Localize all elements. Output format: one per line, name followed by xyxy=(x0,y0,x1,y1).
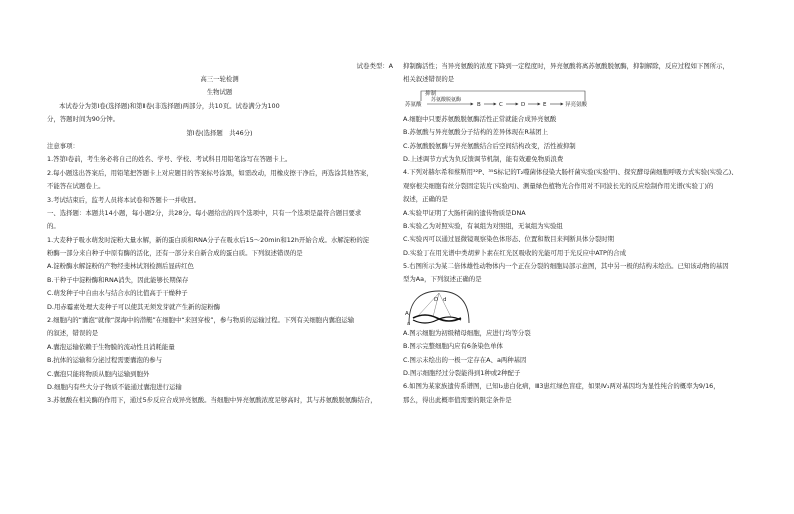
q5-option-d: D.图示细胞经过分裂能得到1种或2种配子 xyxy=(403,369,521,378)
exam-level-title: 高三一轮检测 xyxy=(200,75,239,83)
q1-stem: 1.大麦种子吸水萌发时淀粉大量水解，新的蛋白质和RNA分子在吸水后15～20min和12h开始合成。水解淀粉的淀 xyxy=(47,235,370,244)
q3-option-a: A.细胞中只要苏氨酸脱氨酶活性正常就能合成异亮氨酸 xyxy=(403,114,557,123)
enzyme-label: 苏氨酸脱氨酶 xyxy=(431,96,462,103)
intro-line: 分，答题时间为90分钟。 xyxy=(47,115,120,124)
intro-line: 本试卷分为第Ⅰ卷(选择题)和第Ⅱ卷(非选择题)两部分，共10页。试卷满分为100 xyxy=(59,101,280,110)
q3-option-b: B.苏氨酸与异亮氨酸分子结构的差异体现在R基团上 xyxy=(403,128,549,137)
exam-type-label: 试卷类型：A xyxy=(356,62,393,70)
q3-option-d: D.上述调节方式为负反馈调节机制，能有效避免物质浪费 xyxy=(403,154,564,163)
q6-stem: 6.如图为某家族遗传系谱图，已知Ⅰ₂患白化病，Ⅲ3患红绿色盲症，如果Ⅳ₁两对基因均为显性纯合的概率为9/16， xyxy=(403,382,720,391)
note-line: 不能答在试题卷上。 xyxy=(47,182,105,191)
q5-option-a: A.图示细胞为初级精母细胞，应进行均等分裂 xyxy=(403,328,531,337)
q2-stem: 的叙述，错误的是 xyxy=(47,329,99,338)
cell-division-svg xyxy=(403,287,483,327)
gene-label-d: D xyxy=(434,296,439,303)
q1-option-d: D.用赤霉素处理大麦种子可以使其无须发芽就产生新的淀粉酶 xyxy=(47,302,221,311)
q4-option-b: B.实验乙为对照实验，有氧组为对照组，无氧组为实验组 xyxy=(403,221,563,230)
q4-option-d: D.实验丁在用光谱中类胡萝卜素在红光区吸收的光能可用于光反应中ATP的合成 xyxy=(403,248,627,257)
q5-option-b: B.图示完整细胞内应有6条染色单体 xyxy=(403,342,503,351)
section1-heading: 一、选择题：本题共14小题，每小题2分，共28分。每小题给出的四个选项中，只有一个选项是最符合题目要求 xyxy=(47,208,362,217)
q1-stem: 粉酶一部分来自种子中原有酶的活化，还有一部分来自新合成的蛋白质。下列叙述错误的是 xyxy=(47,249,303,258)
q5-cell-diagram xyxy=(403,287,753,327)
q1-option-b: B.干种子中淀粉酶和RNA消失，因此能够长期保存 xyxy=(47,275,189,284)
pathway-svg xyxy=(403,87,603,113)
substrate-label: 苏氨酸 xyxy=(405,101,422,108)
right-column xyxy=(356,60,753,407)
q2-option-d: D.细胞内有些大分子物质不能通过囊泡进行运输 xyxy=(47,382,182,391)
q4-option-a: A.实验甲证明了大肠杆菌的遗传物质是DNA xyxy=(403,208,526,217)
q6-stem: 那么，得出此概率值需要的限定条件是 xyxy=(403,395,512,404)
gene-label-d-small: d xyxy=(443,296,447,303)
q1-option-c: C.萌发种子中自由水与结合水的比值高于干燥种子 xyxy=(47,289,188,298)
part1-title: 第Ⅰ卷(选择题 共46分) xyxy=(186,128,253,137)
q2-option-c: C.囊泡只能将物质从胞内运输到胞外 xyxy=(47,369,150,378)
node-d: D xyxy=(521,101,526,108)
inhibit-label: 抑制 xyxy=(425,90,437,97)
q2-option-a: A.囊泡运输依赖于生物膜的流动性且消耗能量 xyxy=(47,342,175,351)
note-line: 1.答第Ⅰ卷前，考生务必将自己的姓名、学号、学校、考试科目用铅笔涂写在答题卡上。 xyxy=(47,155,292,164)
note-line: 3.考试结束后，监考人员将本试卷和答题卡一并收回。 xyxy=(47,195,201,204)
q4-stem: 4.下列对赫尔希和蔡斯用³²P、³⁵S标记的T₂噬菌体侵染大肠杆菌实验(实验甲)、探究酵母菌细胞呼吸方式实验(实验乙)、 xyxy=(403,168,738,177)
q4-option-c: C.实验丙可以通过显微镜观察染色体形态、位置和数目来判断具体分裂时期 xyxy=(403,235,614,244)
gene-label-a-small: a xyxy=(407,320,411,327)
node-e: E xyxy=(543,101,547,108)
q5-option-c: C.图示未绘出的一极一定存在A、a两种基因 xyxy=(403,355,527,364)
node-c: C xyxy=(499,101,503,108)
q3-stem: 相关叙述错误的是 xyxy=(403,75,455,84)
q3-pathway-diagram xyxy=(403,87,753,113)
node-b: B xyxy=(477,101,481,108)
q2-stem: 2.细胞内的“囊泡”就像“深海中的潜艇”在细胞中“来回穿梭”，参与物质的运输过程。下列有关细胞内囊泡运输 xyxy=(47,316,355,325)
note-line: 2.每小题选出答案后，用铅笔把答题卡上对应题目的答案标号涂黑，如需改动，用橡皮擦干净后，再选涂其他答案， xyxy=(47,168,373,177)
q3-option-c: C.苏氨酸脱氨酶与异亮氨酸结合后空间结构改变，活性被抑制 xyxy=(403,141,576,150)
q3-stem: 3.苏氨酸在相关酶的作用下，通过5步反应合成异亮氨酸。当细胞中异亮氨酸浓度足够高时，其与苏氨酸脱氨酶结合， xyxy=(47,396,377,405)
subject-title: 生物试题 xyxy=(206,88,233,97)
q5-stem: 型为Aa，下列叙述正确的是 xyxy=(403,275,482,284)
q4-stem: 叙述，正确的是 xyxy=(403,195,448,204)
q4-stem: 观察根尖细胞有丝分裂固定装片(实验丙)、测量绿色植物光合作用对不同波长光的反应绘制作用光谱(实验丁)的 xyxy=(403,181,714,190)
q3-stem: 抑制酶活性；当异亮氨酸的浓度下降到一定程度时，异亮氨酸将离苏氨酸脱氨酶，抑制解除，反应过程如下图所示， xyxy=(403,62,729,70)
q1-option-a: A.淀粉酶水解淀粉的产物经斐林试剂检测后显砖红色 xyxy=(47,262,194,271)
product-label: 异亮氨酸 xyxy=(565,101,588,108)
left-column xyxy=(47,60,392,408)
notes-title: 注意事项： xyxy=(47,141,79,150)
gene-label-a-big: A xyxy=(405,310,409,317)
q2-option-b: B.抗体的运输和分泌过程需要囊泡的参与 xyxy=(47,356,163,365)
q5-stem: 5.右图所示为某二倍体雄性动物体内一个正在分裂的细胞局部示意图，其中另一极的结构未绘出。已知该动物的基因 xyxy=(403,262,729,271)
section1-heading-cont: 的。 xyxy=(47,222,60,231)
